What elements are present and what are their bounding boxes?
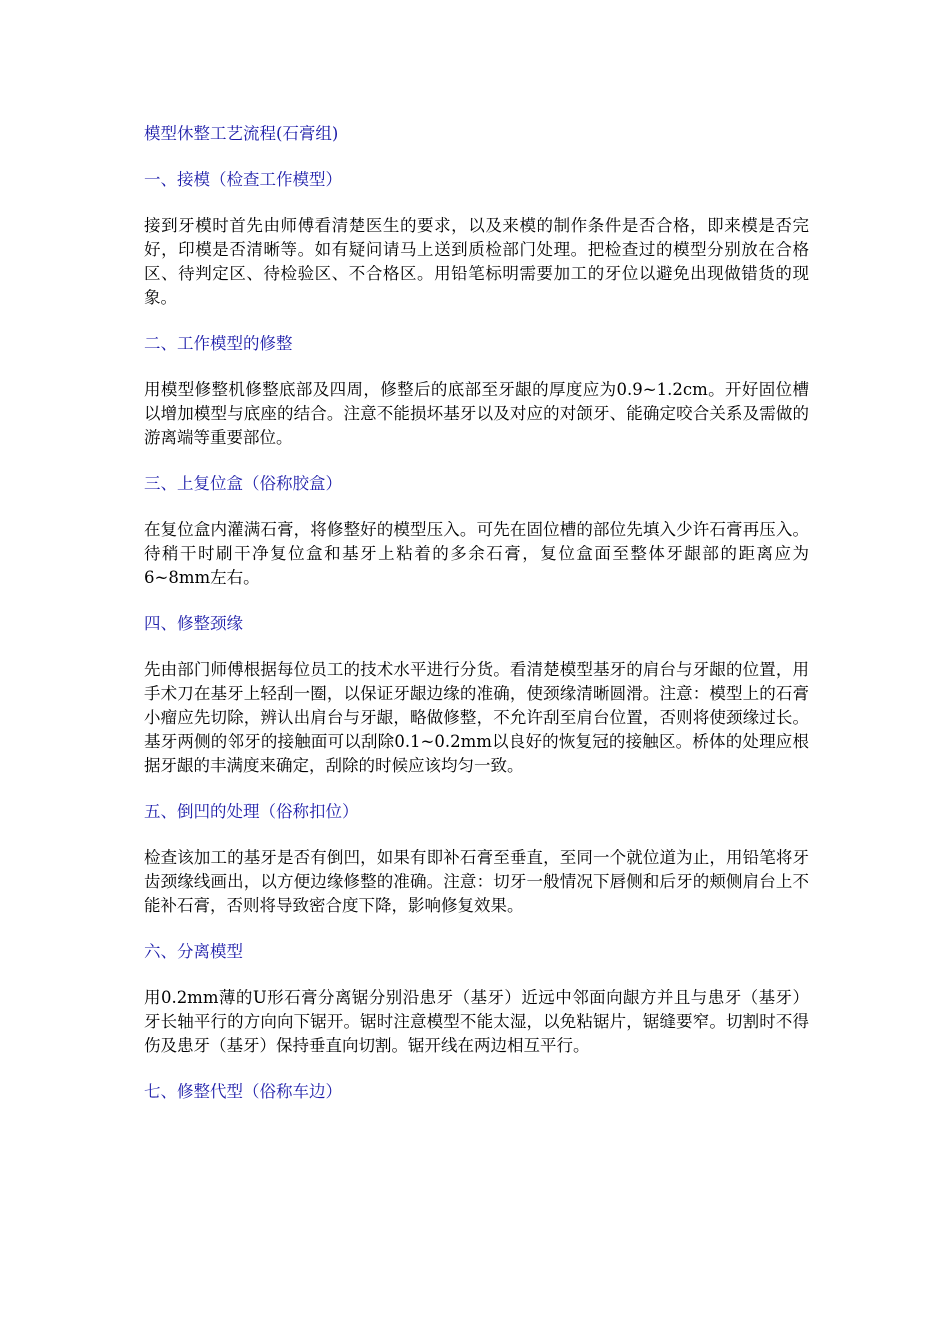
section-heading-7: 七、修整代型（俗称车边） [144,1082,342,1101]
section-body-2: 用模型修整机修整底部及四周，修整后的底部至牙龈的厚度应为0.9~1.2cm。开好固位槽以增加模型与底座的结合。注意不能损坏基牙以及对应的对颌牙、能确定咬合关系及需做的游离端等重要部位。 [144,380,809,447]
section-heading-5: 五、倒凹的处理（俗称扣位） [144,802,359,821]
section-body-6: 用0.2mm薄的U形石膏分离锯分别沿患牙（基牙）近远中邻面向龈方并且与患牙（基牙）牙长轴平行的方向向下锯开。锯时注意模型不能太湿，以免粘锯片，锯缝要窄。切割时不得伤及患牙（基牙）保持垂直向切割。锯开线在两边相互平行。 [144,988,809,1055]
section-body-4: 先由部门师傅根据每位员工的技术水平进行分货。看清楚模型基牙的肩台与牙龈的位置，用手术刀在基牙上轻刮一圈，以保证牙龈边缘的准确，使颈缘清晰圆滑。注意：模型上的石膏小瘤应先切除，辨认出肩台与牙龈，略做修整，不允许刮至肩台位置，否则将使颈缘过长。基牙两侧的邻牙的接触面可以刮除0.1~0.2mm以良好的恢复冠的接触区。桥体的处理应根据牙龈的丰满度来确定，刮除的时候应该均匀一致。 [144,660,809,775]
section-body-5: 检查该加工的基牙是否有倒凹，如果有即补石膏至垂直，至同一个就位道为止，用铅笔将牙齿颈缘线画出，以方便边缘修整的准确。注意：切牙一般情况下唇侧和后牙的颊侧肩台上不能补石膏，否则将导致密合度下降，影响修复效果。 [144,848,809,915]
section-heading-6: 六、分离模型 [144,942,243,961]
document-title: 模型休整工艺流程(石膏组) [144,124,339,143]
section-body-3: 在复位盒内灌满石膏，将修整好的模型压入。可先在固位槽的部位先填入少许石膏再压入。待稍干时刷干净复位盒和基牙上粘着的多余石膏，复位盒面至整体牙龈部的距离应为6~8mm左右。 [144,520,809,587]
section-heading-2: 二、工作模型的修整 [144,334,293,353]
section-heading-1: 一、接模（检查工作模型） [144,170,342,189]
section-heading-3: 三、上复位盒（俗称胶盒） [144,474,342,493]
document-page [144,122,809,1126]
section-heading-4: 四、修整颈缘 [144,614,243,633]
section-body-1: 接到牙模时首先由师傅看清楚医生的要求，以及来模的制作条件是否合格，即来模是否完好，印模是否清晰等。如有疑问请马上送到质检部门处理。把检查过的模型分别放在合格区、待判定区、待检验区、不合格区。用铅笔标明需要加工的牙位以避免出现做错货的现象。 [144,216,809,307]
